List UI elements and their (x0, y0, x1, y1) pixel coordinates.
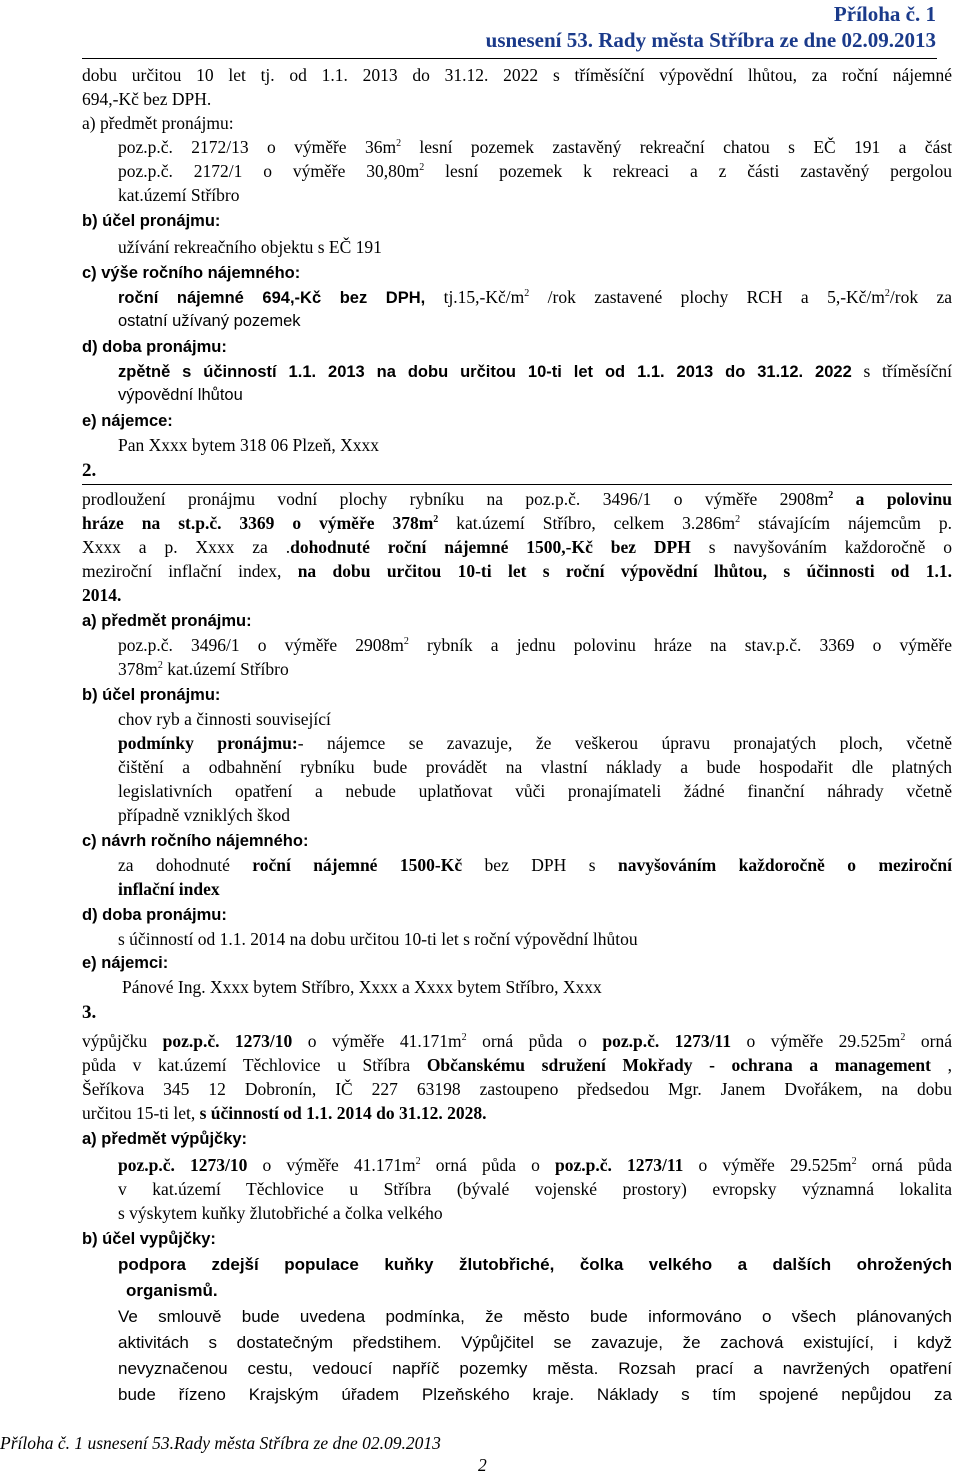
s2-b-line2: podmínky pronájmu:- nájemce se zavazuje, že veškerou úpravu pronajatých ploch, včetně (118, 733, 952, 753)
s2-e-line1: Pánové Ing. Xxxx bytem Stříbro, Xxxx a Xxxx bytem Stříbro, Xxxx (122, 977, 602, 997)
s2-top-rule (82, 484, 952, 485)
s1-c-line2: ostatní užívaný pozemek (118, 312, 301, 330)
header-resolution: usnesení 53. Rady města Stříbra ze dne 02.09.2013 (485, 28, 936, 52)
s2-p-line2: hráze na st.p.č. 3369 o výměře $378m^2$ kat.území Stříbro, celkem $3.286m^2$ stávajícím nájemcům p. (82, 513, 952, 533)
s3-a-line3: s výskytem kuňky žlutobřiché a čolka velkého (118, 1203, 443, 1223)
s3-p-line1: výpůjčku poz.p.č. 1273/10 o výměře $41.171m^2$ orná půda o poz.p.č. 1273/11 o výměře $29.525m^2$ orná (82, 1031, 952, 1051)
s2-c-line1: za dohodnuté roční nájemné 1500-Kč bez DPH s navyšováním každoročně o meziroční (118, 855, 952, 875)
s1-b-line1: užívání rekreačního objektu s EČ 191 (118, 237, 382, 257)
s3-b-line4: aktivitách s dostatečným předstihem. Výpůjčitel se zavazuje, že zachová existující, i když (118, 1333, 952, 1352)
s2-b-line3: čištění a odbahnění rybníku bude provádět na vlastní náklady a bude hospodařit dle platných (118, 757, 952, 777)
s3-b-line6: bude řízeno Krajským úřadem Plzeňského kraje. Náklady s tím spojené nepůjdou za (118, 1385, 952, 1404)
s2-a-label: a) předmět pronájmu: (82, 612, 252, 630)
s1-intro-line: dobu určitou 10 let tj. od 1.1. 2013 do 31.12. 2022 s tříměsíční výpovědní lhůtou, za roční nájemné (82, 65, 952, 85)
s3-b-line1: podpora zdejší populace kuňky žlutobřiché, čolka velkého a dalších ohrožených (118, 1255, 952, 1274)
s3-p-line2: půda v kat.území Těchlovice u Stříbra Občanskému sdružení Mokřady - ochrana a management , (82, 1055, 952, 1075)
s1-c-label: c) výše ročního nájemného: (82, 264, 301, 282)
s1-e-label: e) nájemce: (82, 412, 173, 430)
s2-number: 2. (82, 460, 97, 481)
s3-a-line1: poz.p.č. 1273/10 o výměře $41.171m^2$ orná půda o poz.p.č. 1273/11 o výměře $29.525m^2$ orná půda (118, 1155, 952, 1175)
s2-p-line5: 2014. (82, 585, 122, 605)
s2-p-line4: meziroční inflační index, na dobu určitou 10-ti let s roční výpovědní lhůtou, s účinnosti od 1.1. (82, 561, 952, 581)
s2-c-label: c) návrh ročního nájemného: (82, 832, 309, 850)
s3-b-line2: organismů. (126, 1281, 218, 1300)
s3-b-line3: Ve smlouvě bude uvedena podmínka, že město bude informováno o všech plánovaných (118, 1307, 952, 1326)
s3-b-label: b) účel vypůjčky: (82, 1230, 216, 1248)
s2-p-line3: Xxxx a p. Xxxx za .dohodnuté roční nájemné 1500,-Kč bez DPH s navyšováním každoročně o (82, 537, 953, 557)
s1-d-label: d) doba pronájmu: (82, 338, 227, 356)
s2-c-line2: inflační index (118, 879, 220, 899)
s1-b-label: b) účel pronájmu: (82, 212, 221, 230)
s1-d-line1: zpětně s účinností 1.1. 2013 na dobu určitou 10-ti let od 1.1. 2013 do 31.12. 2022 s tříměsíční (118, 361, 953, 381)
header-attachment: Příloha č. 1 (833, 2, 936, 26)
s1-d-line2: výpovědní lhůtou (118, 386, 243, 404)
s3-number: 3. (82, 1002, 97, 1023)
header-rule (82, 58, 937, 59)
s1-a-line2: poz.p.č. 2172/1 o výměře $30,80m^2$ lesní pozemek k rekreaci a z části zastavěný pergolou (118, 161, 952, 181)
s3-p-line3: Šeříkova 345 12 Dobronín, IČ 227 63198 zastoupeno předsedou Mgr. Janem Dvořákem, na dobu (82, 1079, 952, 1099)
s2-a-line2: $378m^2$ kat.území Stříbro (118, 659, 289, 679)
s1-a-label: a) předmět pronájmu: (82, 113, 234, 133)
s2-b-line4: legislativních opatření a nebude uplatňovat vůči pronajímateli žádné finanční náhrady včetně (118, 781, 952, 801)
s2-e-label: e) nájemci: (82, 954, 169, 972)
s2-d-line1: s účinností od 1.1. 2014 na dobu určitou 10-ti let s roční výpovědní lhůtou (118, 929, 638, 949)
s3-b-line5: nevyznačenou cestu, vedoucí napříč pozemky města. Rozsah prací a navržených opatření (118, 1359, 952, 1378)
s1-a-line1: poz.p.č. 2172/13 o výměře $36m^2$ lesní pozemek zastavěný rekreační chatou s EČ 191 a část (118, 137, 953, 157)
page-number: 2 (478, 1455, 487, 1475)
s2-b-label: b) účel pronájmu: (82, 686, 221, 704)
s2-p-line1: prodloužení pronájmu vodní plochy rybníku na poz.p.č. 3496/1 o výměře $2908m^2$ a polovinu (82, 489, 952, 509)
s2-b-line1: chov ryb a činnosti související (118, 709, 331, 729)
s1-a-line3: kat.území Stříbro (118, 185, 240, 205)
s2-a-line1: poz.p.č. 3496/1 o výměře $2908m^2$ rybník a jednu polovinu hráze na stav.p.č. 3369 o výměře (118, 635, 952, 655)
s3-p-line4: určitou 15-ti let, s účinností od 1.1. 2014 do 31.12. 2028. (82, 1103, 487, 1123)
s3-a-label: a) předmět výpůjčky: (82, 1130, 248, 1148)
s1-e-line1: Pan Xxxx bytem 318 06 Plzeň, Xxxx (118, 435, 380, 455)
s3-a-line2: v kat.území Těchlovice u Stříbra (bývalé vojenské prostory) evropsky významná lokalita (118, 1179, 952, 1199)
s2-d-label: d) doba pronájmu: (82, 906, 227, 924)
s1-c-line1: roční nájemné 694,-Kč bez DPH, $tj.15,-Kč/m^2$ /rok zastavené plochy RCH a $5,-Kč/m^2$/rok za (118, 287, 952, 307)
page-footer: Příloha č. 1 usnesení 53.Rady města Stříbra ze dne 02.09.2013 (0, 1433, 441, 1453)
s2-b-line5: případně vzniklých škod (118, 805, 291, 825)
s1-intro-line2: 694,-Kč bez DPH. (82, 89, 212, 109)
